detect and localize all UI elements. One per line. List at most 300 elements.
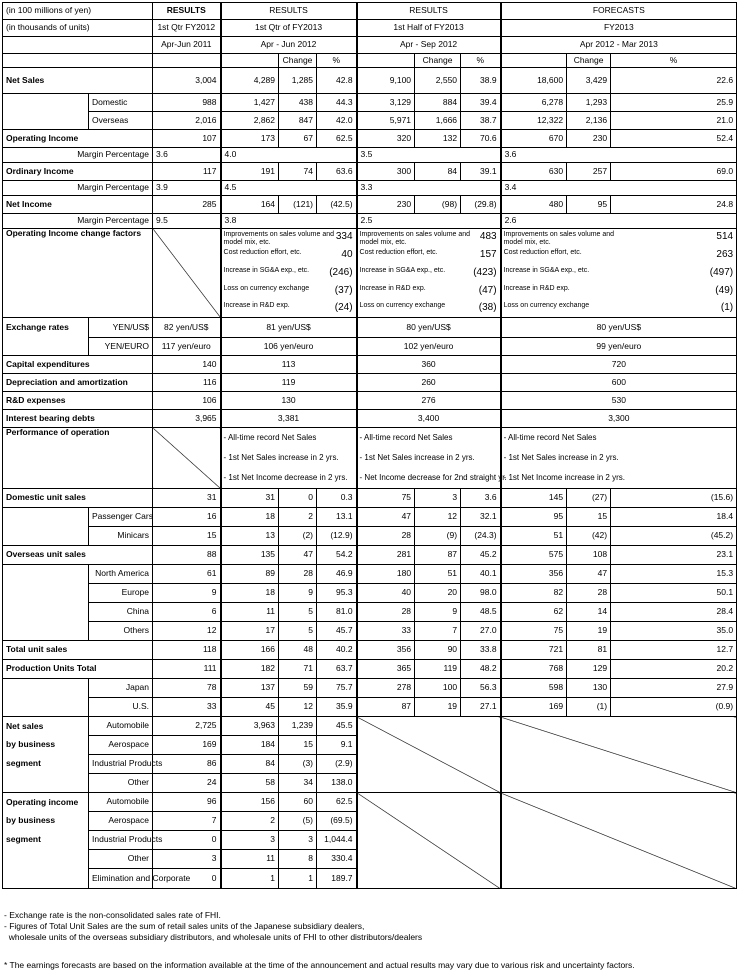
value-cell: 169 bbox=[153, 736, 221, 755]
margin-row bbox=[3, 148, 737, 163]
pct-cell: 1,044.4 bbox=[317, 831, 357, 850]
row-label: Europe bbox=[89, 584, 153, 603]
pct-cell: 62.5 bbox=[317, 130, 357, 148]
change-cell: 95 bbox=[567, 196, 611, 214]
pct-cell: 38.7 bbox=[461, 112, 501, 130]
unit-row bbox=[3, 508, 737, 527]
value-cell: 530 bbox=[501, 392, 737, 410]
margin-cell: 3.6 bbox=[153, 148, 221, 163]
change-cell: 2,550 bbox=[415, 68, 461, 94]
pct-cell: 0.3 bbox=[317, 489, 357, 508]
performance-item: - All-time record Net Sales bbox=[223, 433, 317, 442]
change-cell: 130 bbox=[567, 679, 611, 698]
row-label: Other bbox=[89, 850, 153, 869]
change-cell: 60 bbox=[279, 793, 317, 812]
row-label: Elimination and Corporate bbox=[89, 869, 153, 889]
value-cell: 18 bbox=[221, 584, 279, 603]
change-cell: 12 bbox=[415, 508, 461, 527]
factor-item bbox=[223, 267, 353, 278]
change-cell: 81 bbox=[567, 641, 611, 660]
factor-item bbox=[223, 285, 353, 296]
pct-cell: 9.1 bbox=[317, 736, 357, 755]
pct-cell: 63.7 bbox=[317, 660, 357, 679]
value-cell: 31 bbox=[221, 489, 279, 508]
row-label: Domestic bbox=[89, 94, 153, 112]
value-cell: 28 bbox=[357, 527, 415, 546]
income-row bbox=[3, 94, 737, 112]
margin-cell: 4.5 bbox=[221, 181, 357, 196]
change-cell: (98) bbox=[415, 196, 461, 214]
pct-cell: (15.6) bbox=[611, 489, 737, 508]
pct-cell: 33.8 bbox=[461, 641, 501, 660]
value-cell: 119 bbox=[221, 374, 357, 392]
value-cell: 18,600 bbox=[501, 68, 567, 94]
row-label: U.S. bbox=[89, 698, 153, 717]
value-cell: 768 bbox=[501, 660, 567, 679]
value-cell: 16 bbox=[153, 508, 221, 527]
header-row bbox=[3, 37, 737, 54]
change-cell: (3) bbox=[279, 755, 317, 774]
pct-cell: 48.2 bbox=[461, 660, 501, 679]
row-label: Margin Percentage bbox=[3, 214, 153, 229]
pct-cell: 12.7 bbox=[611, 641, 737, 660]
factor-label: Improvements on sales volume and model mix, etc. bbox=[503, 231, 615, 246]
change-cell: 438 bbox=[279, 94, 317, 112]
change-cell: 9 bbox=[279, 584, 317, 603]
value-cell: 5,971 bbox=[357, 112, 415, 130]
performance-item: - 1st Net Income increase in 2 yrs. bbox=[503, 473, 625, 482]
value-cell: 320 bbox=[357, 130, 415, 148]
pct-cell: 46.9 bbox=[317, 565, 357, 584]
pct-cell: 32.1 bbox=[461, 508, 501, 527]
row-label: Automobile bbox=[89, 717, 153, 736]
change-cell: 132 bbox=[415, 130, 461, 148]
value-cell: 95 bbox=[501, 508, 567, 527]
value-cell: 117 bbox=[153, 163, 221, 181]
value-cell: 630 bbox=[501, 163, 567, 181]
factor-value: 334 bbox=[335, 231, 353, 242]
row-label: Operating Income change factors bbox=[3, 229, 153, 318]
pct-cell: 48.5 bbox=[461, 603, 501, 622]
value-cell: 116 bbox=[153, 374, 221, 392]
value-cell: 130 bbox=[221, 392, 357, 410]
table-cell bbox=[3, 54, 153, 68]
factor-value: (24) bbox=[334, 302, 353, 313]
value-cell: 191 bbox=[221, 163, 279, 181]
performance-cell bbox=[221, 428, 357, 489]
unit-row bbox=[3, 698, 737, 717]
value-cell: 6 bbox=[153, 603, 221, 622]
factor-item bbox=[503, 267, 734, 278]
value-cell: 12,322 bbox=[501, 112, 567, 130]
margin-cell: 3.6 bbox=[501, 148, 737, 163]
unit-note: (in thousands of units) bbox=[3, 20, 153, 37]
unit-row bbox=[3, 584, 737, 603]
factors-cell bbox=[357, 229, 501, 318]
table-cell bbox=[3, 565, 89, 584]
change-cell: 5 bbox=[279, 622, 317, 641]
summary-row bbox=[3, 392, 737, 410]
value-cell: 480 bbox=[501, 196, 567, 214]
pct-cell: 45.7 bbox=[317, 622, 357, 641]
value-cell: 106 bbox=[153, 392, 221, 410]
row-label: Industrial Products bbox=[89, 831, 153, 850]
pct-cell: 27.1 bbox=[461, 698, 501, 717]
row-label: Performance of operation bbox=[3, 428, 153, 489]
pct-cell: 42.8 bbox=[317, 68, 357, 94]
pct-cell: 44.3 bbox=[317, 94, 357, 112]
pct-cell: 20.2 bbox=[611, 660, 737, 679]
factor-value: (38) bbox=[478, 302, 497, 313]
value-cell: 117 yen/euro bbox=[153, 338, 221, 356]
factor-item bbox=[223, 302, 353, 313]
row-label: Interest bearing debts bbox=[3, 410, 153, 428]
value-cell: 3,300 bbox=[501, 410, 737, 428]
pct-cell: (29.8) bbox=[461, 196, 501, 214]
value-cell: 180 bbox=[357, 565, 415, 584]
factor-item bbox=[359, 302, 497, 313]
exchange-row bbox=[3, 318, 737, 338]
value-cell: 75 bbox=[357, 489, 415, 508]
value-cell: 670 bbox=[501, 130, 567, 148]
unit-row bbox=[3, 489, 737, 508]
value-cell: 137 bbox=[221, 679, 279, 698]
change-cell: 1,666 bbox=[415, 112, 461, 130]
value-cell: 87 bbox=[357, 698, 415, 717]
value-cell: 9,100 bbox=[357, 68, 415, 94]
row-label: Overseas unit sales bbox=[3, 546, 153, 565]
pct-cell: 35.9 bbox=[317, 698, 357, 717]
pct-cell: 39.1 bbox=[461, 163, 501, 181]
value-cell: 78 bbox=[153, 679, 221, 698]
pct-cell: 98.0 bbox=[461, 584, 501, 603]
table-cell bbox=[357, 54, 415, 68]
margin-cell: 2.6 bbox=[501, 214, 737, 229]
table-cell bbox=[3, 622, 89, 641]
empty-cell bbox=[153, 229, 221, 318]
change-cell: (42) bbox=[567, 527, 611, 546]
row-label: Margin Percentage bbox=[3, 181, 153, 196]
value-cell: 598 bbox=[501, 679, 567, 698]
value-cell: 51 bbox=[501, 527, 567, 546]
change-cell: 100 bbox=[415, 679, 461, 698]
value-cell: 99 yen/euro bbox=[501, 338, 737, 356]
change-cell: 3 bbox=[415, 489, 461, 508]
factor-value: (423) bbox=[473, 267, 497, 278]
change-cell: 71 bbox=[279, 660, 317, 679]
pct-header: % bbox=[461, 54, 501, 68]
value-cell: 360 bbox=[357, 356, 501, 374]
segment-label bbox=[3, 869, 89, 889]
segment-label bbox=[3, 850, 89, 869]
row-label: Capital expenditures bbox=[3, 356, 153, 374]
col-header: Apr-Jun 2011 bbox=[153, 37, 221, 54]
segment-row bbox=[3, 717, 737, 736]
value-cell: 11 bbox=[221, 850, 279, 869]
table-cell bbox=[3, 527, 89, 546]
performance-item: - 1st Net Sales increase in 2 yrs. bbox=[503, 453, 619, 462]
factor-value: (37) bbox=[334, 285, 353, 296]
change-cell: (9) bbox=[415, 527, 461, 546]
pct-cell: 38.9 bbox=[461, 68, 501, 94]
pct-cell: 35.0 bbox=[611, 622, 737, 641]
value-cell: 3,004 bbox=[153, 68, 221, 94]
factor-label: Loss on currency exchange bbox=[503, 302, 590, 309]
value-cell: 7 bbox=[153, 812, 221, 831]
value-cell: 3,965 bbox=[153, 410, 221, 428]
value-cell: 169 bbox=[501, 698, 567, 717]
row-label: Passenger Cars bbox=[89, 508, 153, 527]
income-row bbox=[3, 196, 737, 214]
change-cell: 14 bbox=[567, 603, 611, 622]
col-header: RESULTS bbox=[221, 3, 357, 20]
exchange-row bbox=[3, 338, 737, 356]
row-label: Net Sales bbox=[3, 68, 153, 94]
row-label: Depreciation and amortization bbox=[3, 374, 153, 392]
value-cell: 6,278 bbox=[501, 94, 567, 112]
summary-row bbox=[3, 374, 737, 392]
pct-cell: 23.1 bbox=[611, 546, 737, 565]
value-cell: 3,963 bbox=[221, 717, 279, 736]
change-cell: (2) bbox=[279, 527, 317, 546]
value-cell: 40 bbox=[357, 584, 415, 603]
row-label: Aerospace bbox=[89, 736, 153, 755]
change-cell: 12 bbox=[279, 698, 317, 717]
segment-label: by business bbox=[3, 736, 89, 755]
pct-cell: (0.9) bbox=[611, 698, 737, 717]
factor-item bbox=[223, 249, 353, 260]
value-cell: 184 bbox=[221, 736, 279, 755]
value-cell: 9 bbox=[153, 584, 221, 603]
factor-label: Improvements on sales volume and model mix, etc. bbox=[359, 231, 471, 246]
change-cell: (5) bbox=[279, 812, 317, 831]
margin-row bbox=[3, 181, 737, 196]
pct-cell: 50.1 bbox=[611, 584, 737, 603]
factor-value: (47) bbox=[478, 285, 497, 296]
unit-row bbox=[3, 546, 737, 565]
change-cell: 19 bbox=[567, 622, 611, 641]
factor-label: Loss on currency exchange bbox=[223, 285, 310, 292]
change-cell: 67 bbox=[279, 130, 317, 148]
segment-label: Operating income bbox=[3, 793, 89, 812]
header-row bbox=[3, 20, 737, 37]
pct-cell: 81.0 bbox=[317, 603, 357, 622]
change-cell: 884 bbox=[415, 94, 461, 112]
row-label: Ordinary Income bbox=[3, 163, 153, 181]
summary-row bbox=[3, 410, 737, 428]
col-header: 1st Qtr FY2012 bbox=[153, 20, 221, 37]
factor-item bbox=[503, 249, 734, 260]
empty-cell bbox=[357, 793, 501, 889]
row-label: Overseas bbox=[89, 112, 153, 130]
factor-value: 157 bbox=[479, 249, 497, 260]
factor-value: (497) bbox=[709, 267, 734, 278]
value-cell: 721 bbox=[501, 641, 567, 660]
performance-item: - Net Income decrease for 2nd straight yr. bbox=[359, 473, 507, 482]
margin-cell: 4.0 bbox=[221, 148, 357, 163]
value-cell: 2 bbox=[221, 812, 279, 831]
value-cell: 113 bbox=[221, 356, 357, 374]
value-cell: 58 bbox=[221, 774, 279, 793]
unit-row bbox=[3, 565, 737, 584]
margin-cell: 9.5 bbox=[153, 214, 221, 229]
change-cell: 47 bbox=[279, 546, 317, 565]
change-cell: 74 bbox=[279, 163, 317, 181]
value-cell: 182 bbox=[221, 660, 279, 679]
value-cell: 285 bbox=[153, 196, 221, 214]
header-row bbox=[3, 3, 737, 20]
row-label: Production Units Total bbox=[3, 660, 153, 679]
value-cell: 82 yen/US$ bbox=[153, 318, 221, 338]
empty-cell bbox=[501, 717, 737, 793]
change-cell: 119 bbox=[415, 660, 461, 679]
pct-cell: (69.5) bbox=[317, 812, 357, 831]
pct-header: % bbox=[317, 54, 357, 68]
value-cell: 2,725 bbox=[153, 717, 221, 736]
value-cell: 3 bbox=[221, 831, 279, 850]
table-cell bbox=[3, 603, 89, 622]
value-cell: 62 bbox=[501, 603, 567, 622]
row-label: China bbox=[89, 603, 153, 622]
row-label: North America bbox=[89, 565, 153, 584]
change-cell: 28 bbox=[279, 565, 317, 584]
pct-cell: 56.3 bbox=[461, 679, 501, 698]
value-cell: 80 yen/US$ bbox=[357, 318, 501, 338]
change-cell: 2 bbox=[279, 508, 317, 527]
value-cell: 107 bbox=[153, 130, 221, 148]
pct-cell: 3.6 bbox=[461, 489, 501, 508]
change-header: Change bbox=[415, 54, 461, 68]
income-row bbox=[3, 163, 737, 181]
change-cell: 15 bbox=[567, 508, 611, 527]
row-label: YEN/EURO bbox=[89, 338, 153, 356]
pct-cell: 330.4 bbox=[317, 850, 357, 869]
value-cell: 260 bbox=[357, 374, 501, 392]
factor-label: Increase in SG&A exp., etc. bbox=[503, 267, 590, 274]
change-cell: 5 bbox=[279, 603, 317, 622]
change-cell: 7 bbox=[415, 622, 461, 641]
margin-row bbox=[3, 214, 737, 229]
header-row bbox=[3, 54, 737, 68]
row-label: Total unit sales bbox=[3, 641, 153, 660]
factor-value: 263 bbox=[716, 249, 734, 260]
value-cell: 96 bbox=[153, 793, 221, 812]
row-label: Operating Income bbox=[3, 130, 153, 148]
pct-cell: 39.4 bbox=[461, 94, 501, 112]
change-cell: 87 bbox=[415, 546, 461, 565]
margin-cell: 3.4 bbox=[501, 181, 737, 196]
value-cell: 3,400 bbox=[357, 410, 501, 428]
performance-row bbox=[3, 428, 737, 489]
value-cell: 4,289 bbox=[221, 68, 279, 94]
value-cell: 47 bbox=[357, 508, 415, 527]
segment-row bbox=[3, 793, 737, 812]
factor-value: (246) bbox=[329, 267, 353, 278]
table-cell bbox=[3, 508, 89, 527]
row-label: Margin Percentage bbox=[3, 148, 153, 163]
factor-item bbox=[359, 285, 497, 296]
value-cell: 3,129 bbox=[357, 94, 415, 112]
performance-item: - 1st Net Sales increase in 2 yrs. bbox=[359, 453, 475, 462]
value-cell: 3 bbox=[153, 850, 221, 869]
factor-item bbox=[224, 231, 353, 246]
table-cell bbox=[3, 584, 89, 603]
unit-row bbox=[3, 527, 737, 546]
row-label: YEN/US$ bbox=[89, 318, 153, 338]
table-cell bbox=[3, 679, 89, 698]
factor-label: Cost reduction effort, etc. bbox=[223, 249, 302, 256]
col-header: Apr 2012 - Mar 2013 bbox=[501, 37, 737, 54]
col-header: FORECASTS bbox=[501, 3, 737, 20]
value-cell: 75 bbox=[501, 622, 567, 641]
factor-label: Improvements on sales volume and model mix, etc. bbox=[223, 231, 335, 246]
performance-item: - 1st Net Income decrease in 2 yrs. bbox=[223, 473, 348, 482]
change-cell: 84 bbox=[415, 163, 461, 181]
empty-cell bbox=[501, 793, 737, 889]
change-cell: 15 bbox=[279, 736, 317, 755]
factor-label: Increase in R&D exp. bbox=[223, 302, 290, 309]
pct-cell: 27.9 bbox=[611, 679, 737, 698]
col-header: Apr - Sep 2012 bbox=[357, 37, 501, 54]
empty-cell bbox=[357, 717, 501, 793]
value-cell: 84 bbox=[221, 755, 279, 774]
value-cell: 31 bbox=[153, 489, 221, 508]
row-label: Domestic unit sales bbox=[3, 489, 153, 508]
factor-item bbox=[503, 302, 734, 313]
factor-item bbox=[504, 231, 734, 246]
earnings-table bbox=[2, 2, 737, 889]
factor-value: (49) bbox=[715, 285, 734, 296]
change-cell: 28 bbox=[567, 584, 611, 603]
row-label: Aerospace bbox=[89, 812, 153, 831]
pct-cell: 70.6 bbox=[461, 130, 501, 148]
segment-label: segment bbox=[3, 831, 89, 850]
value-cell: 82 bbox=[501, 584, 567, 603]
disclaimer: * The earnings forecasts are based on the information available at the time of the announcement and actual results may vary due to various risk and uncertainty factors. bbox=[4, 960, 635, 970]
change-cell: (27) bbox=[567, 489, 611, 508]
value-cell: 135 bbox=[221, 546, 279, 565]
factor-label: Loss on currency exchange bbox=[359, 302, 446, 309]
pct-cell: (2.9) bbox=[317, 755, 357, 774]
factor-value: 483 bbox=[479, 231, 497, 242]
change-cell: 8 bbox=[279, 850, 317, 869]
empty-cell bbox=[153, 428, 221, 489]
factor-item bbox=[359, 267, 497, 278]
factor-label: Increase in SG&A exp., etc. bbox=[223, 267, 310, 274]
factors-cell bbox=[221, 229, 357, 318]
performance-item: - All-time record Net Sales bbox=[359, 433, 453, 442]
col-header: FY2013 bbox=[501, 20, 737, 37]
pct-cell: 69.0 bbox=[611, 163, 737, 181]
change-cell: 129 bbox=[567, 660, 611, 679]
pct-cell: 21.0 bbox=[611, 112, 737, 130]
value-cell: 1 bbox=[221, 869, 279, 889]
value-cell: 45 bbox=[221, 698, 279, 717]
change-cell: 20 bbox=[415, 584, 461, 603]
value-cell: 33 bbox=[357, 622, 415, 641]
margin-cell: 3.3 bbox=[357, 181, 501, 196]
change-cell: 59 bbox=[279, 679, 317, 698]
segment-label: by business bbox=[3, 812, 89, 831]
unit-note: (in 100 millions of yen) bbox=[3, 3, 153, 20]
factor-value: 514 bbox=[716, 231, 734, 242]
unit-row bbox=[3, 660, 737, 679]
value-cell: 11 bbox=[221, 603, 279, 622]
factor-item bbox=[360, 231, 497, 246]
margin-cell: 2.5 bbox=[357, 214, 501, 229]
row-label: Others bbox=[89, 622, 153, 641]
value-cell: 1,427 bbox=[221, 94, 279, 112]
